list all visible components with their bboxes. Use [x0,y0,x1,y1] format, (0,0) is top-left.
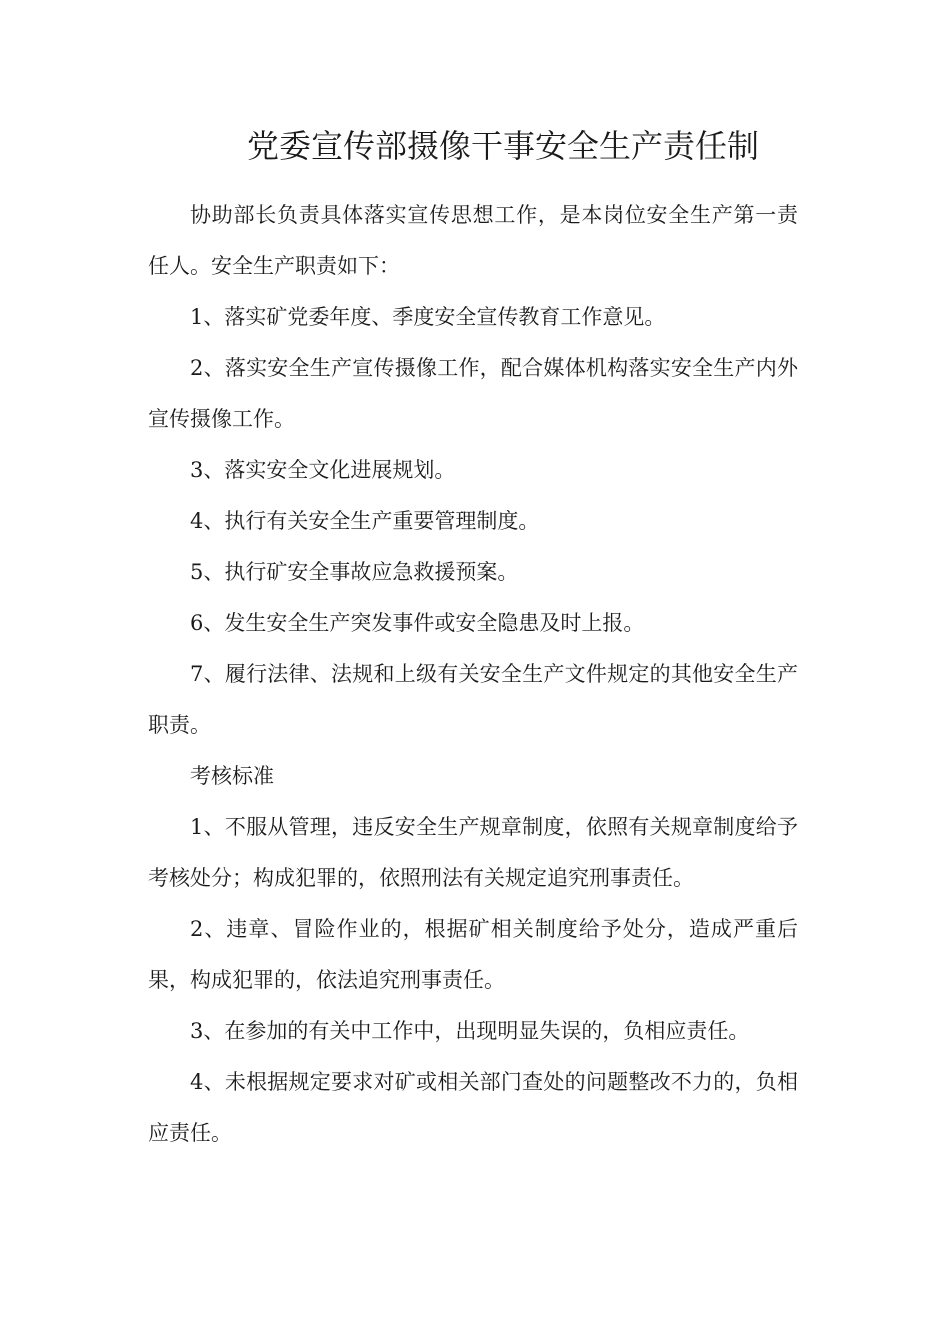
assessment-heading: 考核标准 [190,764,274,788]
document-title: 党委宣传部摄像干事安全生产责任制 [246,127,759,165]
duty-item-6: 6、发生安全生产突发事件或安全隐患及时上报。 [190,611,645,635]
assessment-item-4: 4、未根据规定要求对矿或相关部门查处的问题整改不力的，负相应责任。 [148,1070,798,1145]
duty-item-2: 2、落实安全生产宣传摄像工作，配合媒体机构落实安全生产内外宣传摄像工作。 [148,356,798,431]
duty-item-3: 3、落实安全文化进展规划。 [190,458,456,482]
document-body [148,190,798,1159]
duty-item-4: 4、执行有关安全生产重要管理制度。 [190,509,540,533]
assessment-item-2: 2、违章、冒险作业的，根据矿相关制度给予处分，造成严重后果，构成犯罪的，依法追究刑事责任。 [148,917,798,992]
duty-item-5: 5、执行矿安全事故应急救援预案。 [190,560,519,584]
assessment-item-1: 1、不服从管理，违反安全生产规章制度，依照有关规章制度给予考核处分；构成犯罪的，依照刑法有关规定追究刑事责任。 [148,815,798,890]
assessment-item-3: 3、在参加的有关中工作中，出现明显失误的，负相应责任。 [190,1019,750,1043]
duty-item-1: 1、落实矿党委年度、季度安全宣传教育工作意见。 [190,305,666,329]
intro-paragraph: 协助部长负责具体落实宣传思想工作，是本岗位安全生产第一责任人。安全生产职责如下： [148,203,798,278]
duty-item-7: 7、履行法律、法规和上级有关安全生产文件规定的其他安全生产职责。 [148,662,798,737]
